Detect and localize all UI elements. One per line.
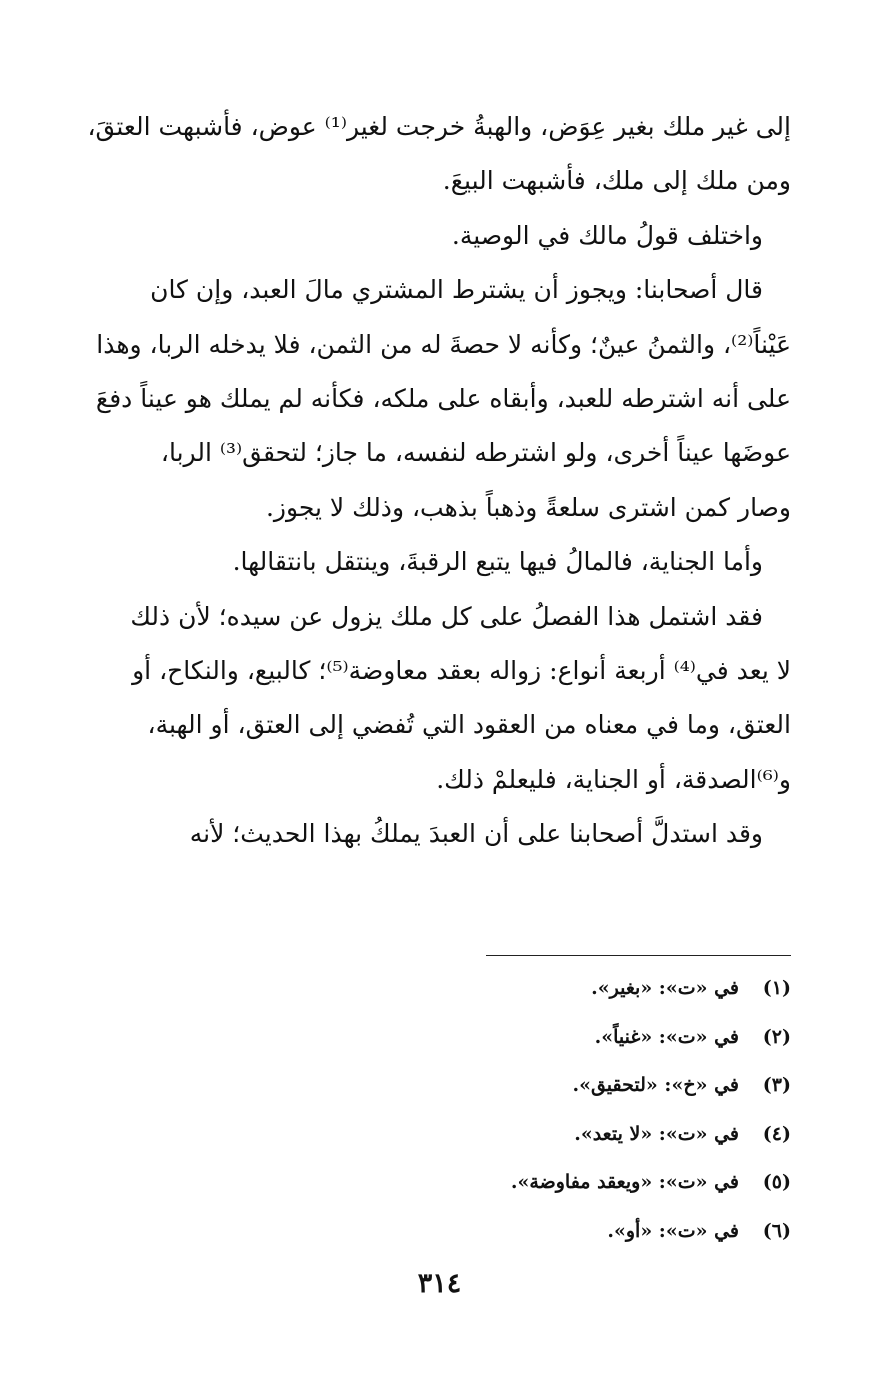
footnote-number: (١) [762, 977, 791, 999]
text-line: وصار كمن اشترى سلعةً وذهباً بذهب، وذلك لا يجوز. [265, 492, 791, 522]
footnote-item [300, 1065, 791, 1114]
footnote-number: (٥) [762, 1171, 791, 1193]
text-line: لا يعد في⁽⁴⁾ أربعة أنواع: زواله بعقد معاوضة⁽⁵⁾؛ كالبيع، والنكاح، أو [132, 656, 791, 686]
paragraph-3 [80, 263, 791, 535]
page-number: ٣١٤ [417, 1268, 462, 1299]
footnote-text: في «ت»: «لا يتعد». [574, 1122, 739, 1145]
text-line: وأما الجناية، فالمالُ فيها يتبع الرقبةَ، وينتقل بانتقالها. [232, 547, 763, 577]
paragraph-5 [80, 590, 791, 808]
footnotes [300, 968, 791, 1259]
footnote-item [300, 1114, 791, 1163]
paragraph-4 [80, 535, 791, 589]
footnote-item [300, 1211, 791, 1260]
footnote-number: (٢) [762, 1025, 791, 1048]
footnote-number: (٣) [762, 1074, 791, 1096]
footnote-text: في «ت»: «أو». [607, 1219, 739, 1242]
footnote-text: في «ت»: «بغير». [591, 977, 739, 999]
text-line: العتق، وما في معناه من العقود التي تُفضي إلى العتق، أو الهبة، [147, 710, 791, 740]
paragraph-1 [80, 100, 791, 209]
main-text [80, 100, 791, 862]
text-line: واختلف قولُ مالك في الوصية. [451, 220, 763, 250]
text-line: عوضَها عيناً أخرى، ولو اشترطه لنفسه، ما جاز؛ لتحقق⁽³⁾ الربا، [160, 438, 791, 468]
footnote-item [300, 1162, 791, 1211]
text-line: قال أصحابنا: ويجوز أن يشترط المشتري مالَ العبد، وإن كان [150, 275, 763, 305]
footnote-text: في «خ»: «لتحقيق». [572, 1074, 739, 1096]
footnote-item [300, 1017, 791, 1066]
text-line: على أنه اشترطه للعبد، وأبقاه على ملكه، فكأنه لم يملك هو عيناً دفعَ [95, 384, 791, 414]
text-line: و⁽⁶⁾الصدقة، أو الجناية، فليعلمْ ذلك. [436, 764, 791, 794]
footnote-text: في «ت»: «غنياً». [594, 1025, 739, 1048]
text-line: وقد استدلَّ أصحابنا على أن العبدَ يملكُ بهذا الحديث؛ لأنه [189, 819, 763, 849]
paragraph-6 [80, 807, 791, 861]
footnote-item [300, 968, 791, 1017]
footnote-separator [486, 955, 791, 956]
footnote-number: (٦) [762, 1219, 791, 1242]
paragraph-2 [80, 209, 791, 263]
footnote-text: في «ت»: «ويعقد مفاوضة». [510, 1171, 739, 1193]
text-line: فقد اشتمل هذا الفصلُ على كل ملك يزول عن سيده؛ لأن ذلك [130, 601, 763, 631]
text-line: ومن ملك إلى ملك، فأشبهت البيعَ. [442, 166, 791, 196]
footnote-number: (٤) [762, 1122, 791, 1145]
text-line: عَيْناً⁽²⁾، والثمنُ عينٌ؛ وكأنه لا حصةَ له من الثمن، فلا يدخله الربا، وهذا [96, 329, 791, 359]
text-line: إلى غير ملك بغير عِوَض، والهبةُ خرجت لغير⁽¹⁾ عوض، فأشبهت العتقَ، [87, 112, 791, 141]
